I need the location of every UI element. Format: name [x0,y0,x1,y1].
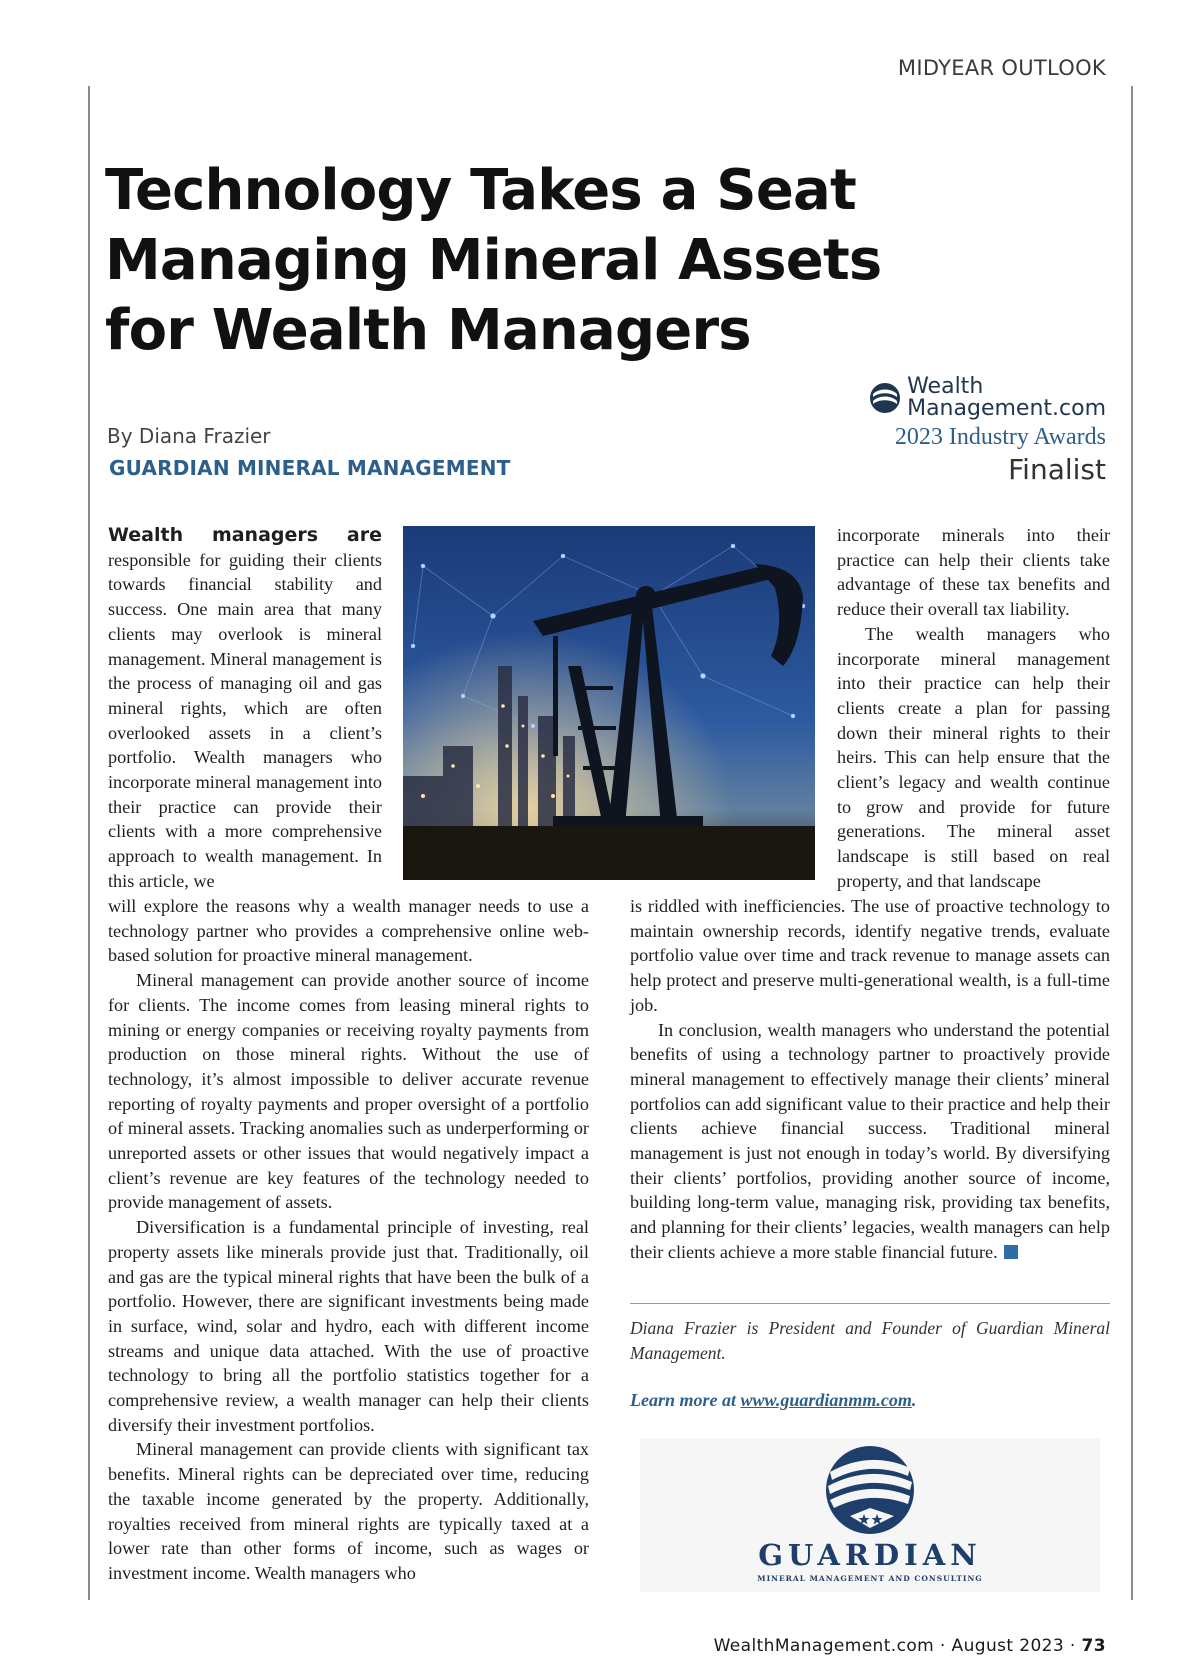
footer-separator: · [1064,1636,1082,1656]
paragraph-text: In conclusion, wealth managers who understand the potential benefits of using a technology partner to proactively provide mineral management to effectively manage their clients’ mineral portfolios can add significant value to their practice and help their clients achieve financial success. Traditional mineral management is just not enough in today’s world. By diversifying their clients’ portfolios, providing another source of income, building long-term value, managing risk, providing tax benefits, and planning for their clients’ legacies, wealth managers can help their clients achieve a more stable financial future. [630,1019,1110,1262]
author-organization: GUARDIAN MINERAL MANAGEMENT [109,456,511,480]
end-of-article-icon [1004,1245,1018,1259]
award-title: 2023 Industry Awards [894,424,1106,450]
paragraph-final [630,1018,1110,1265]
paragraph: incorporate minerals into their practice can help their clients take advantage of these tax benefits and reduce their overall tax liability. [837,525,1110,620]
lead-in: Wealth managers are [108,524,382,546]
award-brand-line2: Management.com [907,396,1106,421]
right-rule [1131,86,1133,1600]
paragraph: Diversification is a fundamental principle of investing, real property assets like minerals provide just that. Traditionally, oil and gas are the typical mineral rights that have been the bulk of a portfolio. However, there are significant investments being made in surface, wind, solar and hydro, each with different income streams and unique data attached. With the use of proactive technology to bring all the portfolio statistics together for a comprehensive review, a wealth manager can help their clients diversify their investment portfolios. [108,1217,589,1435]
award-status: Finalist [1008,453,1106,486]
award-brand-line1: Wealth [907,374,984,399]
guardian-tagline: MINERAL MANAGEMENT AND CONSULTING [757,1574,983,1583]
left-rule [88,86,90,1600]
column1-intro [108,523,382,894]
intro-text: responsible for guiding their clients towards financial stability and success. One main area that many clients may overlook is mineral management. Mineral management is the process of managing oil and gas mineral rights, which are often overlooked assets in a client’s portfolio. Wealth managers who incorporate mineral management into their practice can provide their clients with a more comprehensive approach to wealth management. In this article, we [108,549,382,891]
author-bio: Diana Frazier is President and Founder of Guardian Mineral Management. [630,1318,1110,1363]
paragraph: Mineral management can provide another source of income for clients. The income comes from leasing mineral rights to mining or energy companies or receiving royalty payments from production on those mineral rights. Without the use of technology, it’s almost impossible to deliver accurate revenue reporting of royalty payments and proper oversight of a portfolio of mineral assets. Tracking anomalies such as underperforming or unreported assets or other issues that would negatively impact a client’s revenue are key features of the technology needed to provide management of assets. [108,970,589,1213]
paragraph: Mineral management can provide clients with significant tax benefits. Mineral rights can be depreciated over time, reducing the taxable income generated by the property. Additionally, royalties received from mineral rights are typically taxed at a lower rate than other forms of income, such as wages or investment income. Wealth managers who [108,1439,589,1583]
guardian-logo [640,1438,1100,1592]
page-footer [714,1636,1106,1656]
learn-more-suffix: . [911,1390,917,1410]
column2-body [630,894,1110,1265]
learn-more-link[interactable]: www.guardianmm.com [740,1390,912,1410]
paragraph: will explore the reasons why a wealth manager needs to use a technology partner who provides a comprehensive online web-based solution for proactive mineral management. [108,896,589,966]
guardian-eagle-icon [820,1442,920,1538]
footer-separator: · [934,1636,952,1656]
learn-more-prefix: Learn more at [630,1390,741,1410]
article-title: Technology Takes a Seat Managing Mineral Assets for Wealth Managers [105,158,882,363]
oil-pumpjack-photo [403,526,815,880]
paragraph: The wealth managers who incorporate mineral management into their practice can help their clients create a plan for passing down their mineral rights to their heirs. This can help ensure that the client’s legacy and wealth continue to grow and provide for future generations. The mineral asset landscape is still based on real property, and that landscape [837,623,1110,891]
paragraph: is riddled with inefficiencies. The use of proactive technology to maintain ownership records, identify negative trends, evaluate portfolio value over time and track revenue to manage assets can help protect and preserve multi-generational wealth, is a full-time job. [630,896,1110,1015]
footer-date: August 2023 [951,1636,1065,1656]
section-label: MIDYEAR OUTLOOK [897,56,1106,80]
award-badge [786,376,1106,486]
guardian-wordmark: GUARDIAN [758,1538,982,1572]
footer-publication: WealthManagement.com [713,1636,935,1656]
bio-divider [630,1303,1110,1304]
wealthmanagement-logo-icon [869,382,901,414]
column1-body [108,894,589,1586]
learn-more [630,1390,916,1411]
award-brand [786,376,1106,420]
column2-intro [837,523,1110,894]
byline: By Diana Frazier [107,424,271,448]
page-number: 73 [1081,1636,1106,1656]
